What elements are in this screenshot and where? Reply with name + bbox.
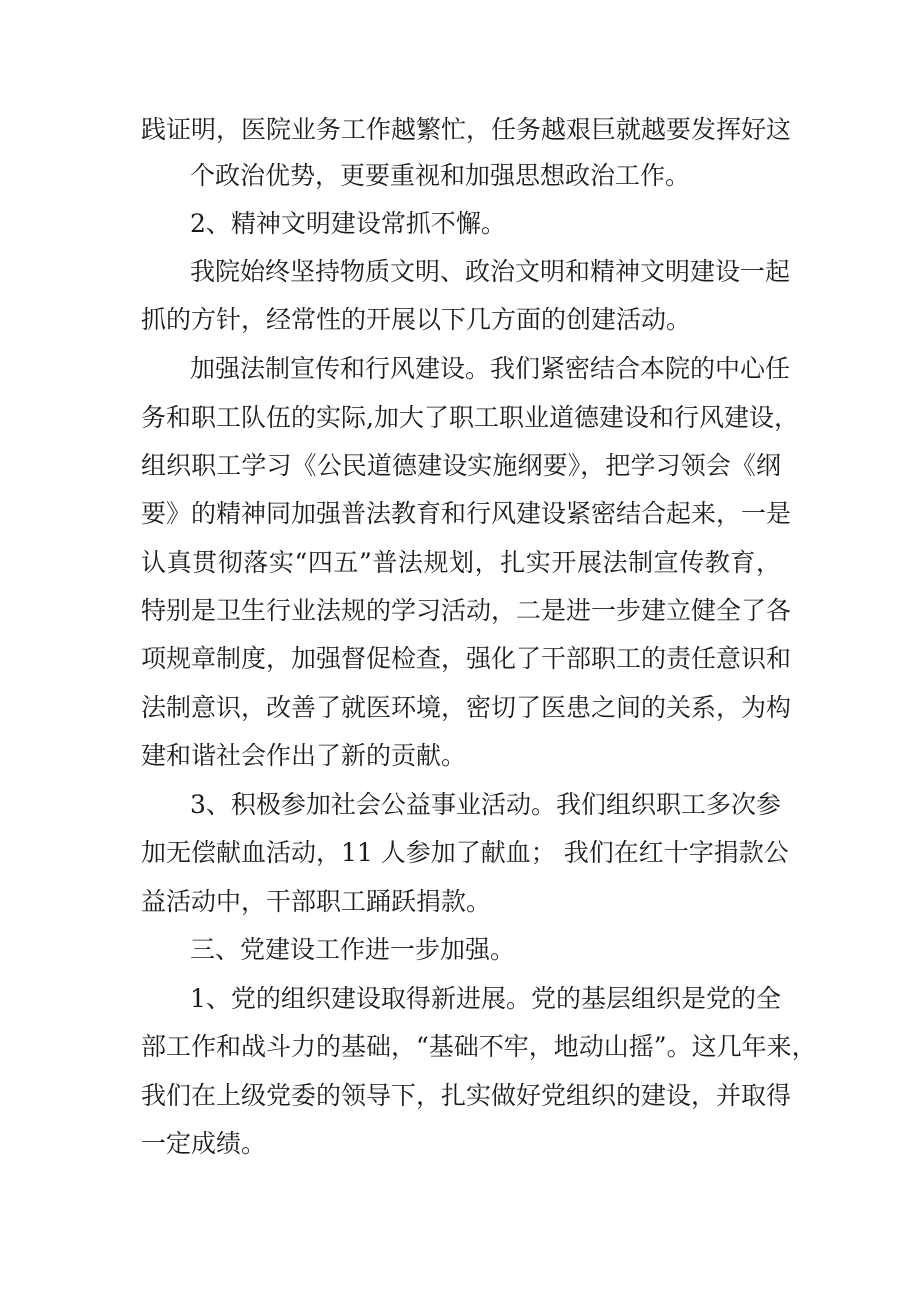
text-line: 特别是卫生行业法规的学习活动，二是进一步建立健全了各: [141, 596, 792, 625]
section-heading: 三、党建设工作进一步加强。: [190, 935, 516, 964]
text-line: 个政治优势，更要重视和加强思想政治工作。: [190, 161, 691, 190]
text-line: 要》的精神同加强普法教育和行风建设紧密结合起来，一是: [141, 499, 792, 528]
text-line: 组织职工学习《公民道德建设实施纲要》，把学习领会《纲: [141, 451, 781, 480]
text-line: 我们在上级党委的领导下，扎实做好党组织的建设，并取得: [141, 1081, 792, 1110]
section-heading: 3、积极参加社会公益事业活动。我们组织职工多次参: [190, 790, 781, 819]
text-line: 认真贯彻落实“四五”普法规划，扎实开展法制宣传教育，: [141, 548, 781, 577]
text-line: 项规章制度，加强督促检查，强化了干部职工的责任意识和: [141, 644, 792, 673]
text-line: 务和职工队伍的实际,加大了职工职业道德建设和行风建设，: [141, 403, 799, 432]
text-line: 部工作和战斗力的基础，“基础不牢，地动山摇”。这几年来，: [141, 1032, 817, 1061]
text-line: 一定成绩。: [141, 1129, 267, 1158]
text-line: 我院始终坚持物质文明、政治文明和精神文明建设一起: [190, 257, 791, 286]
section-heading: 2、精神文明建设常抓不懈。: [190, 209, 506, 238]
text-line: 法制意识，改善了就医环境，密切了医患之间的关系，为构: [141, 693, 792, 722]
text-line: 加无偿献血活动，11 人参加了献血； 我们在红十字捐款公: [141, 838, 789, 867]
text-line: 益活动中，干部职工踊跃捐款。: [141, 887, 492, 916]
text-line: 建和谐社会作出了新的贡献。: [141, 741, 467, 770]
text-line: 抓的方针，经常性的开展以下几方面的创建活动。: [141, 305, 692, 334]
text-line: 践证明，医院业务工作越繁忙，任务越艰巨就越要发挥好这: [141, 115, 792, 144]
section-heading: 1、党的组织建设取得新进展。党的基层组织是党的全: [190, 984, 781, 1013]
text-line: 加强法制宣传和行风建设。我们紧密结合本院的中心任: [190, 354, 791, 383]
